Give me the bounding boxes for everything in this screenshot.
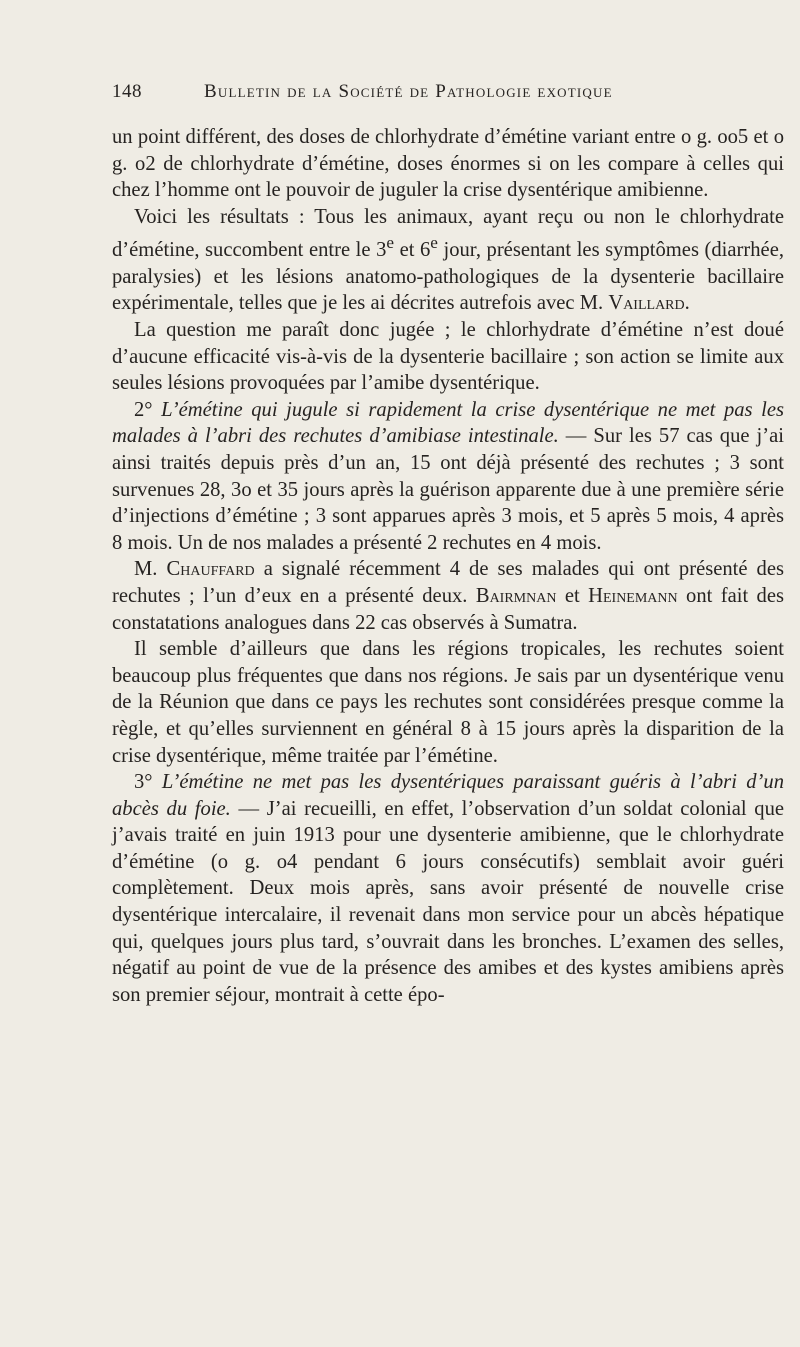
- paragraph-4: 2° L’émétine qui jugule si rapidement la crise dysentérique ne met pas les malades à l’abri des rechutes d’amibiase intestinale. — Sur les 57 cas que j’ai ainsi traités depuis près d’un an, 15 ont déjà présenté des rechutes ; 3 sont survenues 28, 3o et 35 jours après la guérison apparente due à une première série d’injections d’émétine ; 3 sont apparues après 3 mois, et 5 après 5 mois, 4 après 8 mois. Un de nos malades a présenté 2 rechutes en 4 mois.: [112, 398, 784, 554]
- author-name: Vaillard: [608, 292, 685, 315]
- section-heading: L’émétine ne met pas les dysentériques paraissant guéris à l’abri d’un abcès du foie.: [112, 771, 784, 820]
- paragraph-2: Voici les résultats : Tous les animaux, ayant reçu ou non le chlorhydrate d’émétine, succombent entre le 3e et 6e jour, présentant les symptômes (diarrhée, paralysies) et les lésions anatomo-pathologiques de la dysenterie bacillaire expérimentale, telles que je les ai décrites autrefois avec M. Vaillard.: [112, 205, 784, 315]
- paragraph-5: M. Chauffard a signalé récemment 4 de ses malades qui ont présenté des rechutes ; l’un d’eux en a présenté deux. Bairmnan et Heinemann ont fait des constatations analogues dans 22 cas observés à Sumatra.: [112, 558, 785, 634]
- page-number: 148: [112, 81, 142, 102]
- paragraph-3: La question me paraît donc jugée ; le chlorhydrate d’émétine n’est doué d’aucune efficacité vis-à-vis de la dysenterie bacillaire ; son action se limite aux seules lésions provoquées par l’amibe dysentérique.: [112, 319, 784, 395]
- paragraph-1: un point différent, des doses de chlorhydrate d’émétine variant entre o g. oo5 et o g. o2 de chlorhydrate d’émétine, doses énormes si on les compare à celles qui chez l’homme ont le pouvoir de juguler la crise dysentérique amibienne.: [112, 126, 784, 202]
- running-title: Bulletin de la Société de Pathologie exotique: [204, 81, 613, 102]
- paragraph-6: Il semble d’ailleurs que dans les régions tropicales, les rechutes soient beaucoup plus fréquentes que dans nos régions. Je sais par un dysentérique venu de la Réunion que dans ce pays les rechutes sont considérées presque comme la règle, et qu’elles surviennent en général 8 à 15 jours après la disparition de la crise dysentérique, même traitée par l’émétine.: [112, 638, 784, 767]
- paragraph-7: 3° L’émétine ne met pas les dysentériques paraissant guéris à l’abri d’un abcès du foie. — J’ai recueilli, en effet, l’observation d’un soldat colonial que j’avais traité en juin 1913 pour une dysenterie amibienne, que le chlorhydrate d’émétine (o g. o4 pendant 6 jours consécutifs) semblait avoir guéri complètement. Deux mois après, sans avoir présenté de nouvelle crise dysentérique intercalaire, il revenait dans mon service pour un abcès hépatique qui, quelques jours plus tard, s’ouvrait dans les bronches. L’examen des selles, négatif au point de vue de la présence des amibes et des kystes amibiens après son premier séjour, montrait à cette épo-: [112, 771, 785, 1006]
- author-name: Chauffard: [166, 558, 255, 581]
- body-text: [112, 124, 784, 1008]
- author-name: Heinemann: [588, 584, 678, 607]
- section-heading: L’émétine qui jugule si rapidement la crise dysentérique ne met pas les malades à l’abri des rechutes d’amibiase intestinale.: [112, 398, 784, 448]
- author-name: Bairmnan: [475, 584, 557, 607]
